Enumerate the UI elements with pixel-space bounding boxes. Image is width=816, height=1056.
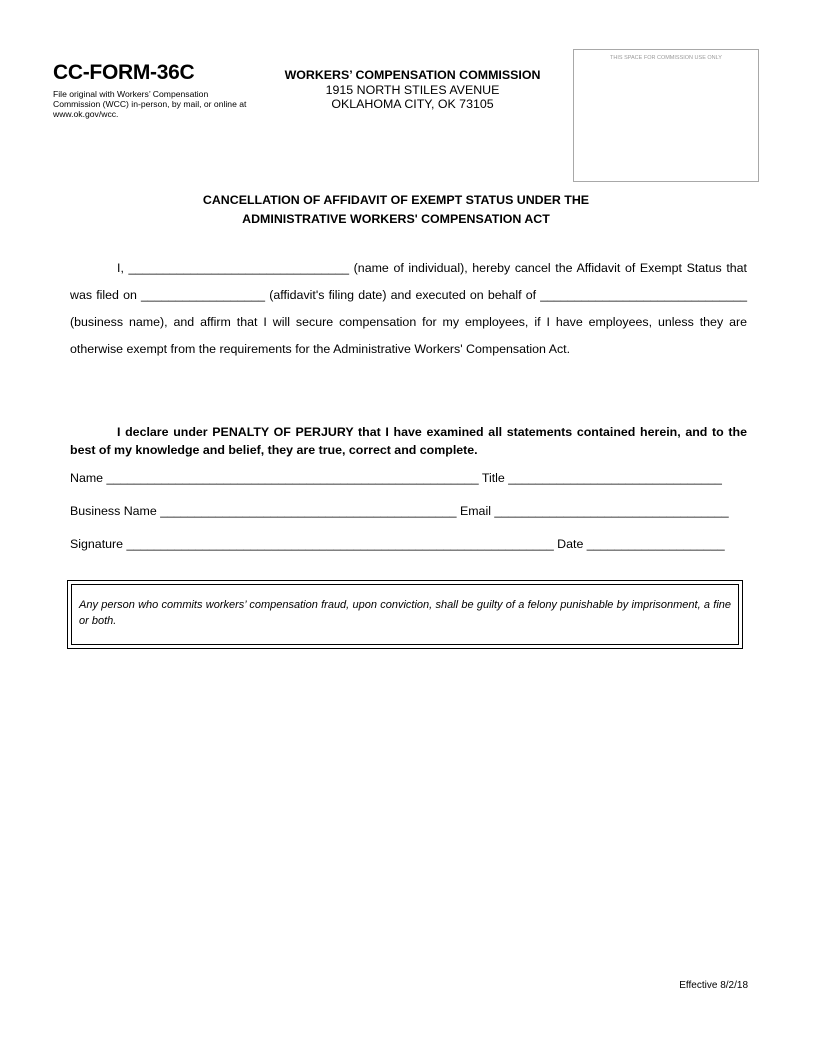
declaration-text: I declare under PENALTY OF PERJURY that I have examined all statements contained herein, and to the best of my knowledge and belief, they are true, correct and complete. [70, 425, 747, 457]
commission-use-box [573, 49, 759, 182]
cancellation-text: I, ________________________________ (name of individual), hereby cancel the Affidavit of Exempt Status that was filed on __________________ (affidavit's filing date) and executed on behalf of ______________________________ (business name), and affirm that I will secure compensation for my employees, if I have employees, unless they are otherwise exempt from the requirements for the Administrative Workers' Compensation Act. [70, 261, 747, 356]
effective-date: Effective 8/2/18 [679, 980, 748, 991]
perjury-declaration [70, 423, 747, 459]
form-title-line1: CANCELLATION OF AFFIDAVIT OF EXEMPT STATUS UNDER THE [202, 193, 590, 207]
business-email-row[interactable]: Business Name ___________________________________________ Email __________________________________ [70, 504, 729, 518]
fraud-notice-inner-border [71, 584, 739, 645]
agency-header [270, 68, 555, 111]
signature-date-row[interactable]: Signature ______________________________________________________________ Date ____________________ [70, 537, 725, 551]
name-title-row[interactable]: Name ______________________________________________________ Title _______________________________ [70, 471, 722, 485]
agency-street: 1915 NORTH STILES AVENUE [325, 83, 500, 97]
filing-instructions: File original with Workers’ Compensation Commission (WCC) in-person, by mail, or online at www.ok.gov/wcc. [53, 89, 247, 119]
form-title-line2: ADMINISTRATIVE WORKERS' COMPENSATION ACT [242, 212, 550, 226]
form-title [150, 191, 642, 229]
form-id: CC-FORM-36C [53, 61, 195, 84]
fraud-notice-text: Any person who commits workers’ compensation fraud, upon conviction, shall be guilty of a felony punishable by imprisonment, a fine or both. [79, 599, 731, 627]
agency-name: WORKERS’ COMPENSATION COMMISSION [284, 68, 541, 82]
fraud-notice-box [67, 580, 743, 649]
cancellation-statement [70, 255, 747, 363]
agency-city: OKLAHOMA CITY, OK 73105 [331, 97, 494, 111]
commission-use-label: THIS SPACE FOR COMMISSION USE ONLY [610, 55, 722, 61]
